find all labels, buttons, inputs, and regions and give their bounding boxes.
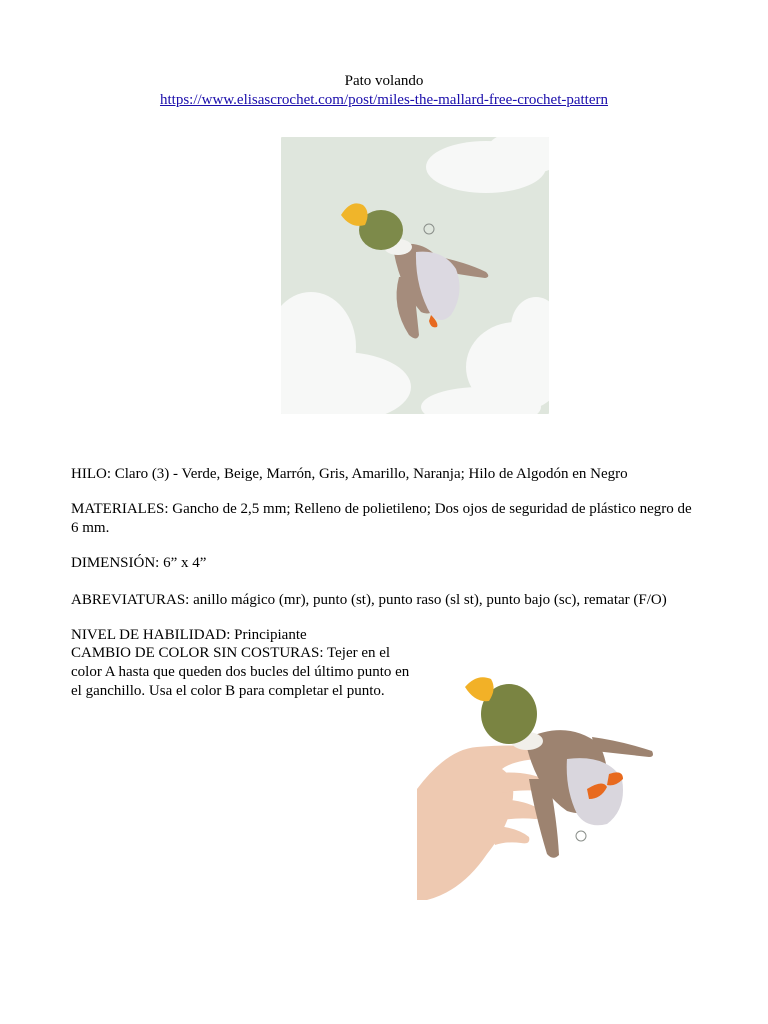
- yarn-paragraph: HILO: Claro (3) - Verde, Beige, Marrón, Gris, Amarillo, Naranja; Hilo de Algodón en Negro: [71, 466, 628, 482]
- skill-level-paragraph: NIVEL DE HABILIDAD: Principiante: [71, 627, 307, 643]
- abbreviations-paragraph: ABREVIATURAS: anillo mágico (mr), punto (st), punto raso (sl st), punto bajo (sc), rematar (F/O): [71, 592, 667, 608]
- materials-paragraph: MATERIALES: Gancho de 2,5 mm; Relleno de polietileno; Dos ojos de seguridad de plástico negro de 6 mm.: [71, 501, 692, 536]
- hand-holding-duck-photo: [417, 629, 680, 900]
- color-change-paragraph: CAMBIO DE COLOR SIN COSTURAS: Tejer en el color A hasta que queden dos bucles del último punto en el ganchillo. Usa el color B para completar el punto.: [71, 645, 410, 699]
- document-title: Pato volando: [344, 73, 424, 89]
- pattern-link[interactable]: https://www.elisascrochet.com/post/miles-the-mallard-free-crochet-pattern: [159, 92, 609, 108]
- flying-duck-photo: [281, 137, 549, 414]
- pattern-link-line: [0, 91, 768, 110]
- dimension-paragraph: DIMENSIÓN: 6” x 4”: [71, 555, 207, 571]
